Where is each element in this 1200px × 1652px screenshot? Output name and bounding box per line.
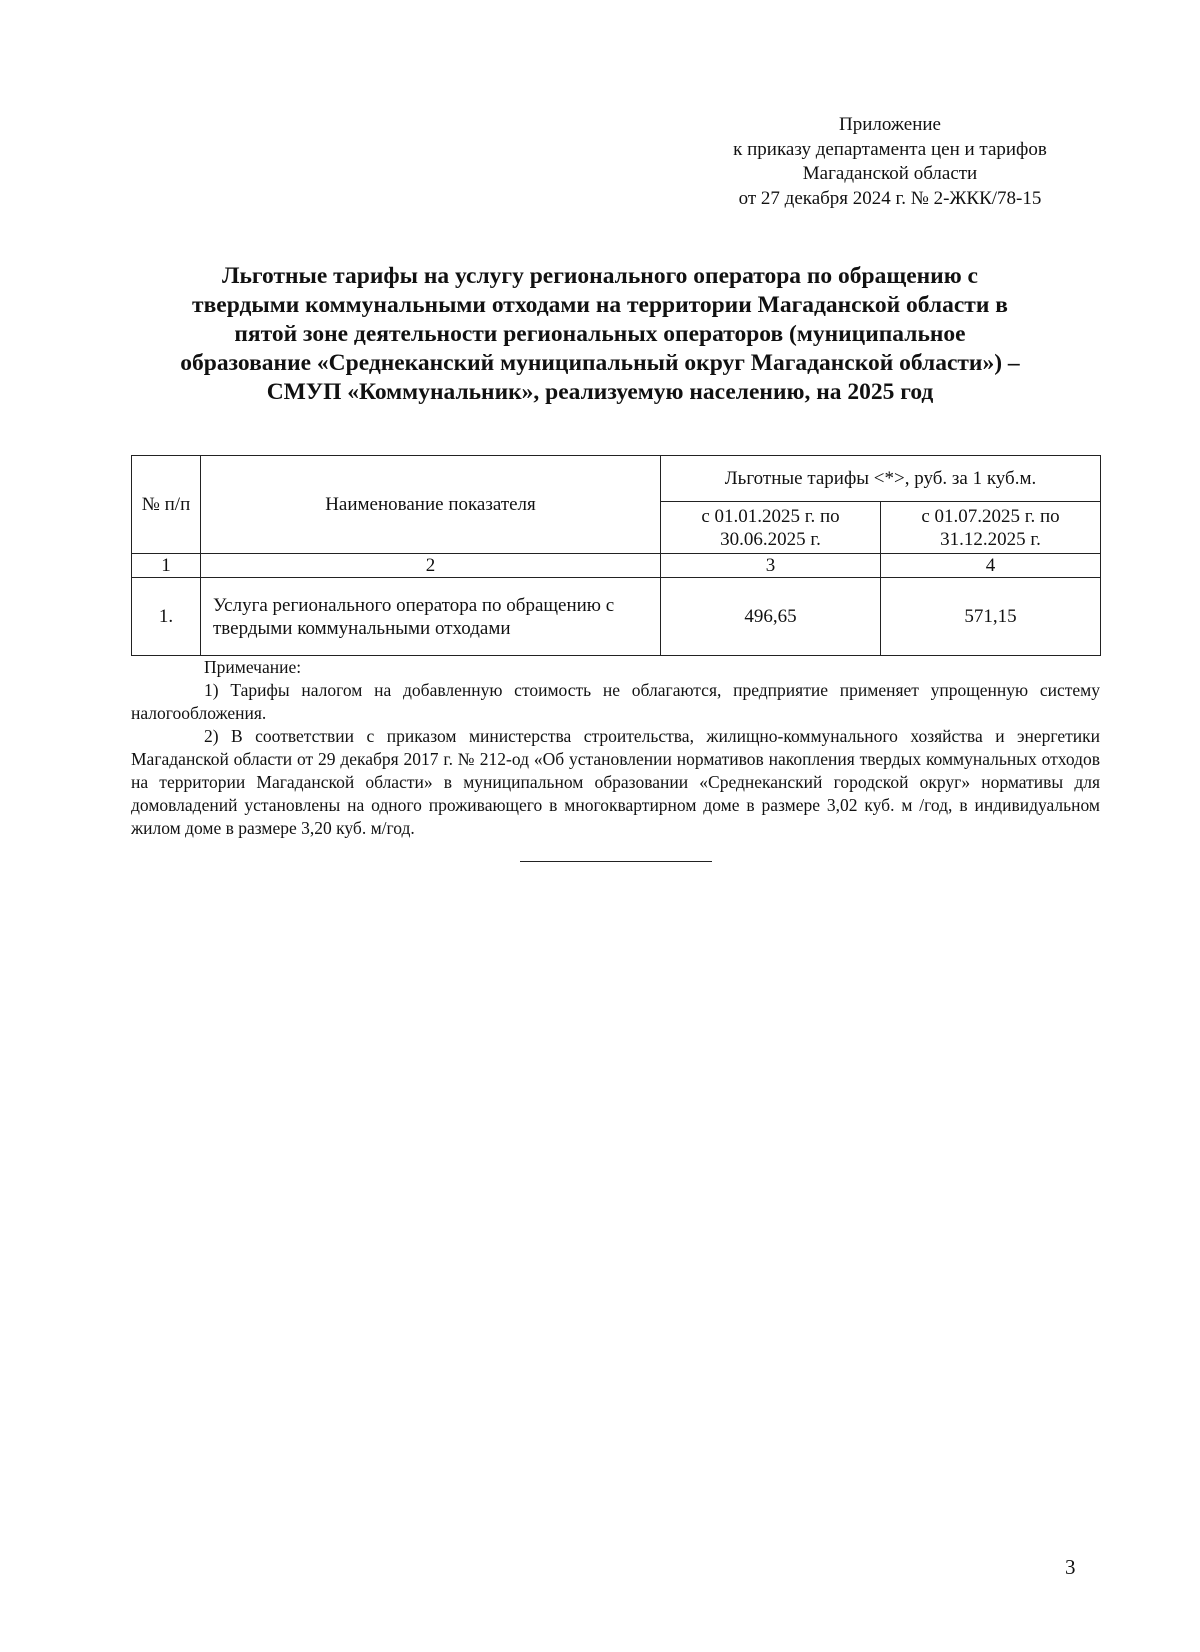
appendix-header xyxy=(690,113,1090,211)
appendix-line: к приказу департамента цен и тарифов xyxy=(733,138,1047,160)
title-line: Льготные тарифы на услугу регионального оператора по обращению с xyxy=(221,263,978,289)
note-item: 1) Тарифы налогом на добавленную стоимость не облагаются, предприятие применяет упрощенную систему налогообложения. xyxy=(131,680,1100,723)
title-line: образование «Среднеканский муниципальный округ Магаданской области») – xyxy=(180,350,1020,376)
header-period2-cell: с 01.07.2025 г. по 31.12.2025 г. xyxy=(881,502,1101,554)
appendix-line: от 27 декабря 2024 г. № 2-ЖКК/78-15 xyxy=(738,187,1042,209)
closing-divider xyxy=(520,861,712,862)
note-item: 2) В соответствии с приказом министерства строительства, жилищно-коммунального хозяйства и энергетики Магаданской области от 29 декабря 2017 г. № 212-од «Об установлении нормативов накопления твердых коммунальных отходов на территории Магаданской области» в муниципальном образовании «Среднеканский городской округ» нормативы для домовладений установлены на одного проживающего в многоквартирном доме в размере 3,02 куб. м /год, в индивидуальном жилом доме в размере 3,20 куб. м/год. xyxy=(131,726,1100,838)
notes-label: Примечание: xyxy=(204,657,302,677)
col-number-cell: 4 xyxy=(881,554,1101,578)
page-number: 3 xyxy=(1065,1555,1076,1579)
header-period1-cell: с 01.01.2025 г. по 30.06.2025 г. xyxy=(661,502,881,554)
notes-section xyxy=(131,656,1100,840)
document-title xyxy=(110,262,1090,407)
title-line: СМУП «Коммунальник», реализуемую населению, на 2025 год xyxy=(266,379,934,405)
title-line: пятой зоне деятельности региональных операторов (муниципальное xyxy=(234,321,966,347)
col-number-cell: 3 xyxy=(661,554,881,578)
header-num-cell: № п/п xyxy=(132,456,201,554)
header-name-cell: Наименование показателя xyxy=(201,456,661,554)
table-column-numbers-row xyxy=(132,554,1101,578)
title-line: твердыми коммунальными отходами на территории Магаданской области в xyxy=(192,292,1008,318)
tariffs-table xyxy=(131,455,1101,656)
table-row xyxy=(132,578,1101,656)
col-number-cell: 1 xyxy=(132,554,201,578)
row-name-cell: Услуга регионального оператора по обращению с твердыми коммунальными отходами xyxy=(201,578,661,656)
appendix-line: Приложение xyxy=(839,114,941,135)
row-value1-cell: 496,65 xyxy=(661,578,881,656)
row-value2-cell: 571,15 xyxy=(881,578,1101,656)
col-number-cell: 2 xyxy=(201,554,661,578)
row-num-cell: 1. xyxy=(132,578,201,656)
table-header-row xyxy=(132,456,1101,502)
header-tariffs-cell: Льготные тарифы <*>, руб. за 1 куб.м. xyxy=(661,456,1101,502)
appendix-line: Магаданской области xyxy=(802,163,978,184)
